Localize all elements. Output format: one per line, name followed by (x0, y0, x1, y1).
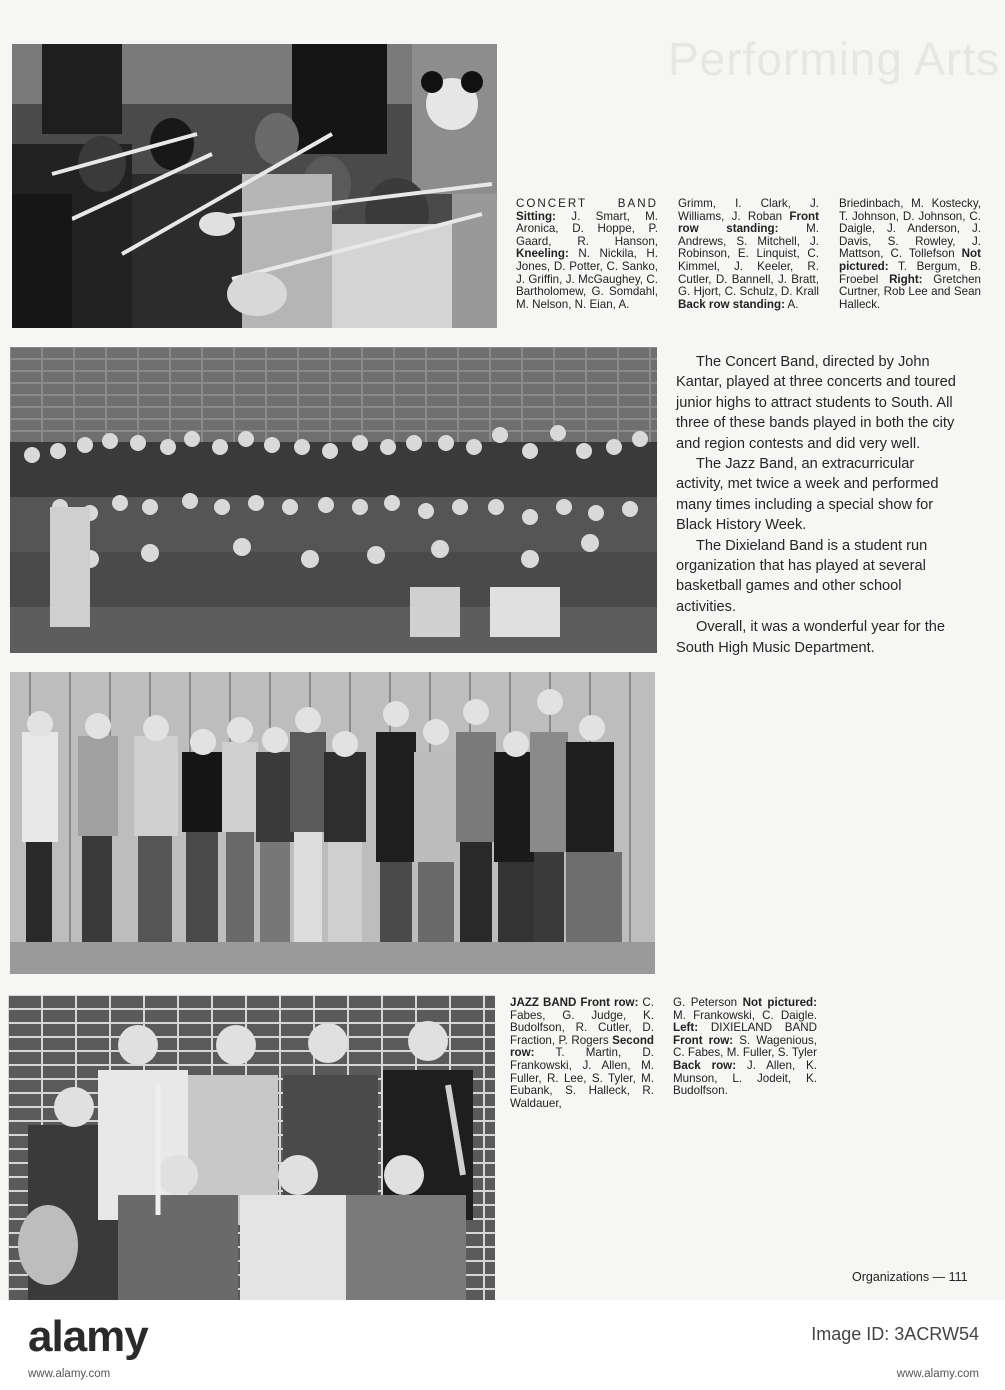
page-folio: Organizations — 111 (852, 1270, 968, 1284)
caption-text: Grimm, I. Clark, J. Williams, J. Roban (678, 197, 819, 223)
concert-caption-col1 (516, 198, 658, 311)
footer-url-left[interactable]: www.alamy.com (28, 1368, 111, 1380)
caption-text: M. Andrews, S. Mitchell, J. Robinson, E. Linquist, C. Kimmel, J. Keeler, R. Cutler, D. Bannell, J. Bratt, G. Hjort, C. Schulz, D. Krall (678, 222, 819, 299)
caption-label: Back row: (673, 1058, 737, 1072)
caption-text: DIXIELAND BAND (698, 1021, 817, 1035)
caption-text: T. Martin, D. Frankowski, J. Allen, M. Fuller, R. Lee, S. Tyler, M. Eubank, S. Halleck, R. Waldauer, (510, 1046, 654, 1110)
caption-label: Kneeling: (516, 247, 569, 261)
caption-text: G. Peterson (673, 996, 743, 1009)
caption-label: Right: (889, 272, 923, 286)
caption-text: J. Smart, M. Aronica, D. Hoppe, P. Gaard, R. Hanson, (516, 209, 658, 248)
caption-label: Front row standing: (678, 209, 819, 236)
caption-label: Not pictured: (742, 996, 817, 1009)
caption-text: N. Nickila, H. Jones, D. Potter, C. Sanko, J. Griffin, J. McGaughey, C. Bartholomew, G. Somdahl, M. Nelson, N. Eian, A. (516, 247, 658, 311)
caption-text: C. Fabes, G. Judge, K. Budolfson, R. Cutler, D. Fraction, P. Rogers (510, 996, 654, 1047)
paragraph-overall: Overall, it was a wonderful year for the South High Music Department. (676, 619, 946, 656)
caption-label: Back row standing: (678, 297, 785, 311)
footer-url-right[interactable]: www.alamy.com (896, 1368, 979, 1380)
ghost-title: Performing Arts (668, 33, 1000, 85)
image-id-label: Image ID: 3ACRW54 (811, 1324, 979, 1344)
caption-text: A. (784, 297, 799, 311)
caption-text: M. Frankowski, C. Daigle. (673, 1008, 817, 1022)
caption-text: T. Bergum, B. Froebel (839, 259, 981, 286)
concert-band-group-photo (10, 347, 657, 653)
caption-label: Sitting: (516, 209, 556, 223)
caption-text: Briedinbach, M. Kostecky, T. Johnson, D. Johnson, C. Daigle, J. Anderson, J. Davis, S. Rowley, J. Mattson, C. Tollefson (839, 197, 981, 261)
alamy-logo[interactable]: alamy (28, 1312, 148, 1361)
paragraph-jazz-band: The Jazz Band, an extracurricular activity, met twice a week and performed many times including a special show for Black History Week. (676, 456, 939, 534)
trombone-section-photo (12, 44, 497, 328)
concert-caption-col2 (678, 198, 819, 311)
caption-label: Not pictured: (839, 247, 981, 273)
concert-caption-col3 (839, 198, 981, 311)
jazz-caption-col1 (510, 997, 654, 1110)
body-article (676, 352, 961, 658)
caption-label: Second row: (510, 1033, 654, 1060)
concert-caption-head: CONCERT BAND (516, 197, 658, 210)
caption-text: J. Allen, K. Munson, L. Jodeit, K. Budolfson. (673, 1058, 817, 1098)
caption-text: Gretchen Curtner, Rob Lee and Sean Halleck. (839, 272, 981, 311)
caption-text: S. Wagenious, C. Fabes, M. Fuller, S. Tyler (673, 1033, 817, 1060)
caption-label: Front row: (673, 1033, 734, 1047)
jazz-caption-col2 (673, 997, 817, 1098)
jazz-caption-head: JAZZ BAND Front row: (510, 996, 639, 1009)
dixieland-band-photo (8, 995, 495, 1300)
paragraph-dixieland-band: The Dixieland Band is a student run organization that has played at several basketball games and other school activities. (676, 537, 928, 615)
caption-label: Left: (673, 1021, 699, 1035)
jazz-band-lockers-photo (10, 672, 655, 974)
paragraph-concert-band: The Concert Band, directed by John Kantar, played at three concerts and toured junior highs to attract students to South. All three of these bands played in both the city and region contests and did very well. (676, 354, 956, 452)
stock-footer (0, 1300, 1005, 1390)
